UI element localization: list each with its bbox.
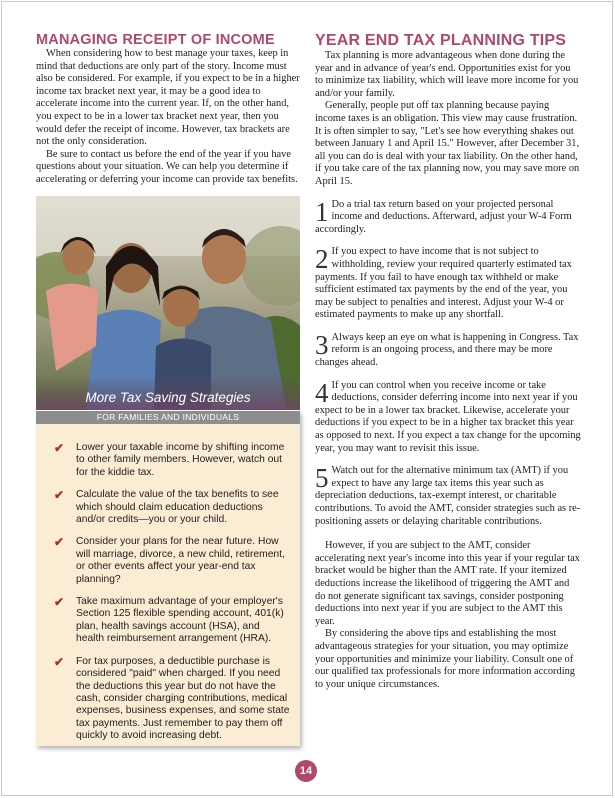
step-5: [315, 465, 581, 528]
checkmark-icon: ✔: [54, 654, 65, 669]
list-item: [50, 596, 290, 646]
list-item: [50, 489, 290, 526]
list-item: [50, 536, 290, 586]
checkmark-icon: ✔: [54, 595, 65, 610]
tip-text: Take maximum advantage of your employer's Section 125 flexible spending account, 401(k) plan, health savings account (HSA), and health reimbursement arrangement (HRA).: [76, 596, 284, 645]
step-4: [315, 377, 581, 456]
step-number: 2: [315, 244, 329, 275]
family-photo: [36, 196, 300, 410]
planning-intro: [315, 50, 581, 189]
page-number: 14: [295, 760, 317, 782]
checkmark-icon: ✔: [54, 488, 65, 503]
step-3: [315, 329, 581, 370]
step-text: If you expect to have income that is not subject to withholding, review your required quarterly estimated tax payments. If you fail to have enough tax withheld or make sufficient estimated tax payments by the end of the year, you may be subject to penalties and interest. Adjust your W-4 or estimated payments to make up any shortfall.: [315, 246, 572, 321]
photo-caption: More Tax Saving Strategies: [85, 390, 251, 405]
tip-text: For tax purposes, a deductible purchase is considered "paid" when charged. If you need the deductions this year but do not have the cash, consider charging contributions, medical expenses, business expenses, and some state tax payments. Just remember to pay them off quickly to avoid increasing debt.: [76, 655, 290, 742]
tips-sidebar: [36, 411, 300, 746]
step-text: Always keep an eye on what is happening in Congress. Tax reform is an ongoing process, and there may be more changes ahead.: [315, 331, 579, 369]
family-photo-image: [36, 196, 300, 410]
step-text: If you can control when you receive income or take deductions, consider deferring income into next year if you expect to be in a lower tax bracket. Likewise, accelerate your deductions if you expect to be in a higher tax bracket this year as opposed to next. If you expect a tax change for the upcoming year, you may want to revisit this issue.: [315, 379, 581, 454]
step-1: [315, 196, 581, 237]
sidebar-heading: FOR FAMILIES AND INDIVIDUALS: [36, 411, 300, 424]
tips-list: [36, 424, 300, 743]
paragraph: Tax planning is more advantageous when done during the year and in advance of year's end. Opportunities exist for you to minimize tax liability, which will leave more income for you and/or your family.: [315, 50, 579, 99]
right-column: [315, 32, 581, 691]
tip-text: Consider your plans for the near future. How will marriage, divorce, a new child, retirement, or other events affect your year-end tax planning?: [76, 536, 285, 585]
tip-text: Lower your taxable income by shifting income to other family members. However, watch out for the kiddie tax.: [76, 442, 285, 478]
step-text: Do a trial tax return based on your projected personal income and deductions. Afterward, adjust your W-4 Form accordingly.: [315, 198, 572, 235]
step-number: 1: [315, 196, 329, 227]
managing-income-text: [36, 48, 300, 187]
checkmark-icon: ✔: [54, 535, 65, 550]
step-number: 5: [315, 463, 329, 494]
paragraph: Be sure to contact us before the end of the year if you have questions about your situation. We can help you determine if accelerating or deferring your income can provide tax benefits.: [36, 148, 298, 185]
paragraph: However, if you are subject to the AMT, consider accelerating next year's income into this year if your regular tax bracket would be higher than the AMT rate. If your itemized deductions increase the likelihood of triggering the AMT and do not generate significant tax savings, consider postponing deductions into next year if you are subject to the AMT this year.: [315, 540, 580, 627]
step-2: [315, 246, 581, 322]
paragraph: When considering how to best manage your taxes, keep in mind that deductions are only part of the story. Income must also be considered. For example, if you expect to be in a higher income tax bracket next year, it may be a good idea to accelerate income into the current year. If, on the other hand, you expect to be in a lower tax bracket next year, then you would defer the receipt of income. However, tax brackets are not the only consideration.: [36, 48, 300, 148]
step-text: Watch out for the alternative minimum tax (AMT) if you expect to have any large tax items this year such as depreciation deductions, tax-exempt interest, or charitable contributions. To avoid the AMT, consider strategies such as re-positioning assets or delaying charitable contributions.: [315, 465, 581, 527]
step-number: 4: [315, 377, 329, 408]
list-item: [50, 442, 290, 479]
checkmark-icon: ✔: [54, 441, 65, 455]
step-number: 3: [315, 329, 329, 360]
paragraph: Generally, people put off tax planning because paying income taxes is an obligation. This view may cause frustration. It is often simpler to say, "Let's see how everything shakes out between January 1 and April 15." However, after December 31, all you can do is deal with your tax liability. On the other hand, if you take care of the tax planning now, you may save more on April 15.: [315, 100, 580, 187]
planning-tips-heading: YEAR END TAX PLANNING TIPS: [315, 32, 567, 49]
left-column: [36, 32, 300, 187]
managing-income-heading: MANAGING RECEIPT OF INCOME: [36, 32, 275, 48]
paragraph: By considering the above tips and establishing the most advantageous strategies for your situation, you may optimize your opportunities and minimize your liability. Consult one of our qualified tax professionals for more information according to your unique circumstances.: [315, 628, 575, 690]
tip-text: Calculate the value of the tax benefits to see which should claim education deductions and/or credits—you or your child.: [76, 489, 279, 526]
planning-closing: [315, 540, 581, 691]
list-item: [50, 656, 290, 743]
